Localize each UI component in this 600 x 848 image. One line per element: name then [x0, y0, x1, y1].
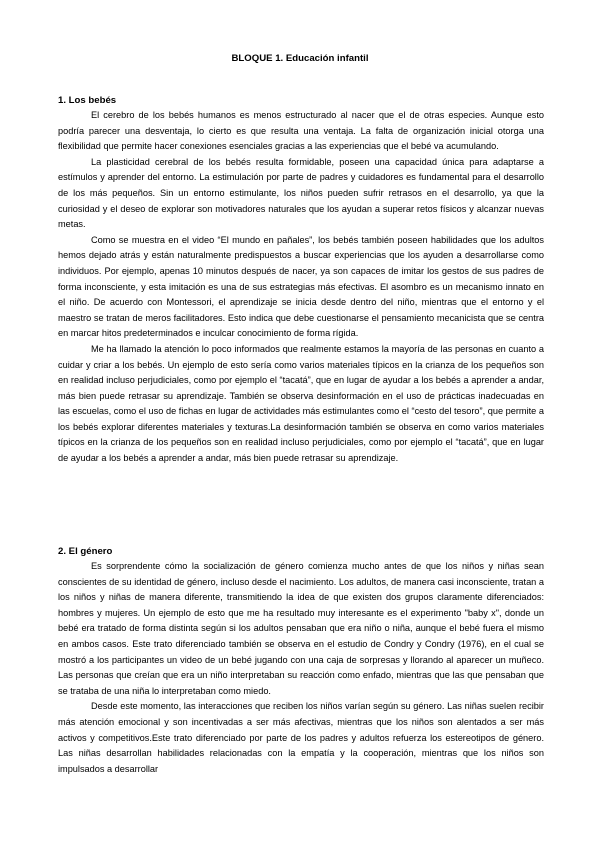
paragraph: Es sorprendente cómo la socialización de género comienza mucho antes de que los niños y niñas sean conscientes de su identidad de género, incluso desde el nacimiento. Los adultos, de manera casi inconsciente, tratan a los niños y niñas de manera diferente, transmitiendo la idea de que existen dos grupos claramente diferenciados: hombres y mujeres. Un ejemplo de esto que me ha resultado muy interesante es el experimento "baby x", donde un bebé era tratado de forma distinta según si los adultos pensaban que era niño o niña, aunque el bebé fuera el mismo en ambos casos. Este trato diferenciado también se observa en el estudio de Condry y Condry (1976), en el cual se mostró a los participantes un video de un bebé jugando con una caja de sorpresas y llorando al aparecer un muñeco. Las personas que creían que era un niño interpretaban su reacción como enfado, mientras que las que pensaban que se trataba de una niña lo interpretaban como miedo. [58, 561, 544, 696]
paragraph: Como se muestra en el video “El mundo en pañales”, los bebés también poseen habilidades que los adultos hemos dejado atrás y están naturalmente predispuestos a buscar experiencias que los ayuden a desarrollarse como individuos. Por ejemplo, apenas 10 minutos después de nacer, ya son capaces de imitar los gestos de sus padres de forma inconsciente, y esta imitación es una de sus estrategias más efectivas. El asombro es un mecanismo innato en el niño. De acuerdo con Montessori, el aprendizaje se inicia desde dentro del niño, mientras que el entorno y el maestro se tratan de meros facilitadores. Esto indica que debe cuestionarse el pensamiento mecanicista que se centra en marcar hitos predeterminados e inculcar conocimiento de forma rígida. [58, 234, 544, 339]
section-el-genero [58, 545, 544, 777]
section-heading: 2. El género [58, 546, 113, 557]
section-heading: 1. Los bebés [58, 95, 117, 106]
section-los-bebes [58, 94, 544, 467]
paragraph: Desde este momento, las interacciones que reciben los niños varían según su género. Las niñas suelen recibir más atención emocional y son incentivadas a ser más afectivas, mientras que los niños son alentados a ser más activos y competitivos.Este trato diferenciado por parte de los padres y adultos refuerza los estereotipos de género. Las niñas desarrollan habilidades relacionadas con la empatía y la cooperación, mientras que los niños son impulsados a desarrollar [58, 701, 544, 774]
paragraph: La plasticidad cerebral de los bebés resulta formidable, poseen una capacidad única para adaptarse a estímulos y aprender del entorno. La estimulación por parte de padres y cuidadores es fundamental para el desarrollo de los más pequeños. Sin un entorno estimulante, los niños pueden sufrir retrasos en el desarrollo, ya que la curiosidad y el deseo de explorar son motivadores naturales que los ayudan a superar retos físicos y alcanzar nuevas metas. [58, 156, 544, 230]
paragraph: El cerebro de los bebés humanos es menos estructurado al nacer que el de otras especies. Aunque esto podría parecer una desventaja, lo cierto es que resulta una ventaja. La falta de organización inicial otorga una flexibilidad que permite hacer conexiones esenciales gracias a las experiencias que el bebé va acumulando. [58, 110, 544, 152]
paragraph: Me ha llamado la atención lo poco informados que realmente estamos la mayoría de las personas en cuanto a cuidar y criar a los bebés. Un ejemplo de esto sería como varios materiales típicos en la crianza de los pequeños son en realidad incluso perjudiciales, como por ejemplo el “tacatá”, que en lugar de ayudar a los bebés a aprender a andar, más bien puede retrasar su aprendizaje. También se observa desinformación en el uso de prácticas inadecuadas en las escuelas, como el uso de fichas en lugar de actividades más estimulantes como el “cesto del tesoro”, que permite a los bebés explorar diferentes materiales y texturas.La desinformación también se observa en como varios materiales típicos en la crianza de los pequeños son en realidad incluso perjudiciales, como por ejemplo el “tacatá”, que en lugar de ayudar a los bebés a aprender a andar, más bien puede retrasar su aprendizaje. [58, 343, 544, 464]
document-title: BLOQUE 1. Educación infantil [231, 53, 369, 64]
